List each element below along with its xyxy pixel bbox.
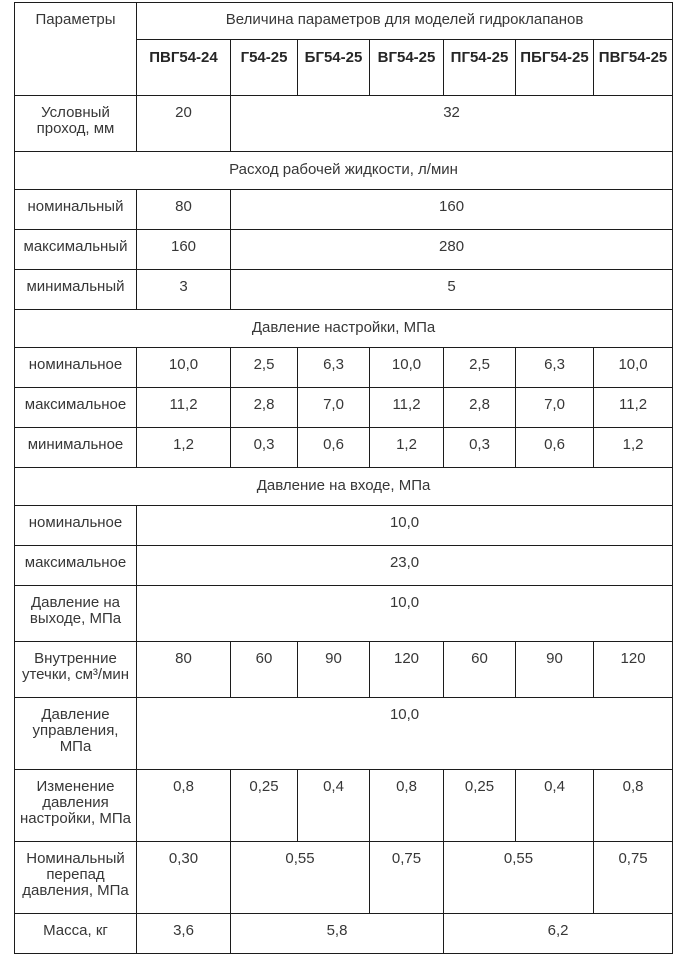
row-label-cell: Условный проход, мм [15, 96, 137, 152]
value-cell: 120 [594, 642, 673, 698]
table-row [15, 698, 673, 770]
section-row [15, 152, 673, 190]
value-cell: 23,0 [137, 546, 673, 586]
value-cell: 0,75 [594, 842, 673, 914]
value-cell: 2,8 [444, 388, 516, 428]
model-header-cell: БГ54-25 [298, 40, 370, 96]
value-cell: 3 [137, 270, 231, 310]
value-cell: 2,5 [231, 348, 298, 388]
value-cell: 11,2 [594, 388, 673, 428]
table-row [15, 770, 673, 842]
table-row [15, 642, 673, 698]
value-cell: 60 [444, 642, 516, 698]
value-cell: 0,55 [444, 842, 594, 914]
value-cell: 0,3 [444, 428, 516, 468]
value-cell: 10,0 [137, 698, 673, 770]
value-cell: 10,0 [370, 348, 444, 388]
value-cell: 10,0 [137, 586, 673, 642]
value-cell: 0,55 [231, 842, 370, 914]
row-label-cell: максимальное [15, 388, 137, 428]
section-row [15, 310, 673, 348]
table-row [15, 842, 673, 914]
value-cell: 0,30 [137, 842, 231, 914]
value-cell: 11,2 [137, 388, 231, 428]
value-cell: 0,8 [370, 770, 444, 842]
value-cell: 160 [231, 190, 673, 230]
value-cell: 0,25 [231, 770, 298, 842]
value-cell: 6,3 [516, 348, 594, 388]
value-cell: 280 [231, 230, 673, 270]
value-cell: 90 [516, 642, 594, 698]
row-label-cell: Давление на выходе, МПа [15, 586, 137, 642]
value-cell: 1,2 [594, 428, 673, 468]
models-group-header-cell: Величина параметров для моделей гидроклапанов [137, 3, 673, 40]
value-cell: 2,8 [231, 388, 298, 428]
value-cell: 0,25 [444, 770, 516, 842]
section-header-cell: Давление настройки, МПа [15, 310, 673, 348]
row-label-cell: Давление управления, МПа [15, 698, 137, 770]
value-cell: 120 [370, 642, 444, 698]
value-cell: 5,8 [231, 914, 444, 954]
row-label-cell: минимальный [15, 270, 137, 310]
header-row-top [15, 3, 673, 40]
model-header-cell: ПВГ54-25 [594, 40, 673, 96]
hydraulic-valve-specs-table [14, 2, 673, 954]
row-label-cell: минимальное [15, 428, 137, 468]
table-row [15, 270, 673, 310]
value-cell: 10,0 [137, 348, 231, 388]
section-header-cell: Давление на входе, МПа [15, 468, 673, 506]
value-cell: 1,2 [370, 428, 444, 468]
value-cell: 0,6 [516, 428, 594, 468]
value-cell: 90 [298, 642, 370, 698]
section-row [15, 468, 673, 506]
table-row [15, 428, 673, 468]
table-row [15, 506, 673, 546]
table-row [15, 388, 673, 428]
value-cell: 3,6 [137, 914, 231, 954]
value-cell: 160 [137, 230, 231, 270]
value-cell: 0,6 [298, 428, 370, 468]
value-cell: 6,3 [298, 348, 370, 388]
table-row [15, 914, 673, 954]
value-cell: 0,8 [594, 770, 673, 842]
table-row [15, 230, 673, 270]
model-header-cell: ПГ54-25 [444, 40, 516, 96]
row-label-cell: максимальный [15, 230, 137, 270]
value-cell: 0,4 [516, 770, 594, 842]
value-cell: 6,2 [444, 914, 673, 954]
table-row [15, 586, 673, 642]
value-cell: 11,2 [370, 388, 444, 428]
value-cell: 7,0 [516, 388, 594, 428]
section-header-cell: Расход рабочей жидкости, л/мин [15, 152, 673, 190]
value-cell: 0,3 [231, 428, 298, 468]
row-label-cell: номинальное [15, 506, 137, 546]
value-cell: 60 [231, 642, 298, 698]
table-row [15, 348, 673, 388]
row-label-cell: Внутренние утечки, см³/мин [15, 642, 137, 698]
row-label-cell: Изменение давления настройки, МПа [15, 770, 137, 842]
value-cell: 20 [137, 96, 231, 152]
table-row [15, 546, 673, 586]
table-row [15, 190, 673, 230]
row-label-cell: Номинальный перепад давления, МПа [15, 842, 137, 914]
row-label-cell: номинальный [15, 190, 137, 230]
value-cell: 80 [137, 190, 231, 230]
value-cell: 10,0 [137, 506, 673, 546]
params-header-cell: Параметры [15, 3, 137, 96]
table-row [15, 96, 673, 152]
value-cell: 0,75 [370, 842, 444, 914]
value-cell: 7,0 [298, 388, 370, 428]
model-header-cell: ВГ54-25 [370, 40, 444, 96]
value-cell: 0,8 [137, 770, 231, 842]
row-label-cell: Масса, кг [15, 914, 137, 954]
value-cell: 80 [137, 642, 231, 698]
value-cell: 5 [231, 270, 673, 310]
value-cell: 10,0 [594, 348, 673, 388]
value-cell: 1,2 [137, 428, 231, 468]
row-label-cell: номинальное [15, 348, 137, 388]
model-header-cell: ПБГ54-25 [516, 40, 594, 96]
row-label-cell: максимальное [15, 546, 137, 586]
value-cell: 0,4 [298, 770, 370, 842]
value-cell: 32 [231, 96, 673, 152]
value-cell: 2,5 [444, 348, 516, 388]
model-header-cell: Г54-25 [231, 40, 298, 96]
model-header-cell: ПВГ54-24 [137, 40, 231, 96]
